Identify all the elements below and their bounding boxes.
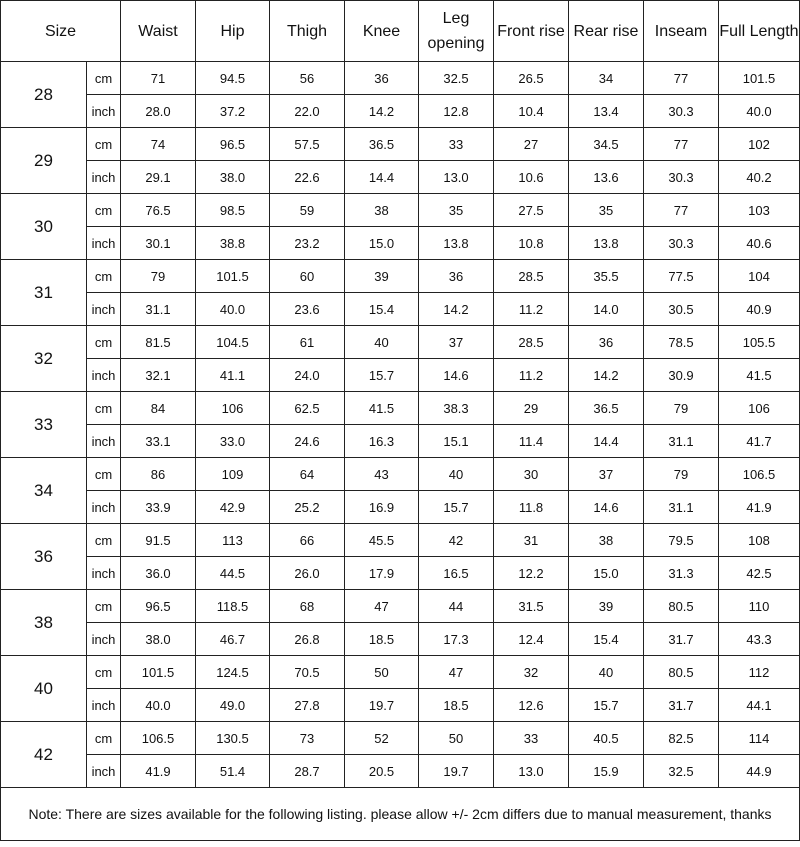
unit-label: cm [87, 590, 121, 623]
measurement-cell: 31.5 [494, 590, 569, 623]
unit-label: inch [87, 491, 121, 524]
measurement-cell: 38.3 [419, 392, 494, 425]
measurement-cell: 13.6 [569, 161, 644, 194]
measurement-cell: 39 [569, 590, 644, 623]
measurement-cell: 27.8 [270, 689, 345, 722]
measurement-cell: 40.0 [719, 95, 800, 128]
measurement-cell: 26.0 [270, 557, 345, 590]
measurement-cell: 34 [569, 62, 644, 95]
size-label: 29 [1, 128, 87, 194]
measurement-cell: 32.1 [121, 359, 196, 392]
unit-label: cm [87, 656, 121, 689]
measurement-cell: 80.5 [644, 656, 719, 689]
measurement-cell: 11.4 [494, 425, 569, 458]
unit-label: cm [87, 458, 121, 491]
table-row [1, 491, 800, 524]
measurement-cell: 40.2 [719, 161, 800, 194]
measurement-cell: 41.5 [345, 392, 419, 425]
table-row [1, 722, 800, 755]
measurement-cell: 37.2 [196, 95, 270, 128]
measurement-cell: 73 [270, 722, 345, 755]
measurement-cell: 14.4 [345, 161, 419, 194]
measurement-cell: 57.5 [270, 128, 345, 161]
measurement-cell: 39 [345, 260, 419, 293]
measurement-cell: 41.1 [196, 359, 270, 392]
measurement-cell: 13.8 [569, 227, 644, 260]
measurement-cell: 26.5 [494, 62, 569, 95]
unit-label: cm [87, 260, 121, 293]
table-row [1, 62, 800, 95]
column-header: Front rise [494, 1, 569, 62]
measurement-cell: 114 [719, 722, 800, 755]
measurement-cell: 44 [419, 590, 494, 623]
measurement-cell: 36.0 [121, 557, 196, 590]
size-label: 34 [1, 458, 87, 524]
unit-label: inch [87, 227, 121, 260]
column-header: Knee [345, 1, 419, 62]
size-label: 38 [1, 590, 87, 656]
table-row [1, 194, 800, 227]
measurement-cell: 41.5 [719, 359, 800, 392]
measurement-cell: 40.5 [569, 722, 644, 755]
measurement-cell: 19.7 [345, 689, 419, 722]
measurement-cell: 15.0 [345, 227, 419, 260]
measurement-cell: 106 [196, 392, 270, 425]
header-row [1, 1, 800, 62]
measurement-cell: 27 [494, 128, 569, 161]
measurement-cell: 62.5 [270, 392, 345, 425]
table-row [1, 95, 800, 128]
table-row [1, 293, 800, 326]
measurement-cell: 12.2 [494, 557, 569, 590]
measurement-cell: 10.6 [494, 161, 569, 194]
measurement-cell: 96.5 [196, 128, 270, 161]
measurement-cell: 28.5 [494, 326, 569, 359]
measurement-cell: 41.7 [719, 425, 800, 458]
unit-label: inch [87, 689, 121, 722]
measurement-cell: 13.0 [494, 755, 569, 788]
measurement-cell: 15.7 [419, 491, 494, 524]
column-header: Waist [121, 1, 196, 62]
measurement-cell: 36 [569, 326, 644, 359]
measurement-cell: 44.5 [196, 557, 270, 590]
measurement-cell: 56 [270, 62, 345, 95]
measurement-cell: 66 [270, 524, 345, 557]
measurement-cell: 108 [719, 524, 800, 557]
measurement-cell: 101.5 [121, 656, 196, 689]
measurement-cell: 31.1 [121, 293, 196, 326]
measurement-cell: 11.2 [494, 359, 569, 392]
measurement-cell: 28.7 [270, 755, 345, 788]
measurement-cell: 30.3 [644, 95, 719, 128]
measurement-cell: 106 [719, 392, 800, 425]
column-header: Thigh [270, 1, 345, 62]
measurement-cell: 16.5 [419, 557, 494, 590]
unit-label: inch [87, 359, 121, 392]
measurement-cell: 40 [345, 326, 419, 359]
table-row [1, 458, 800, 491]
column-header: Rear rise [569, 1, 644, 62]
measurement-cell: 44.1 [719, 689, 800, 722]
size-label: 33 [1, 392, 87, 458]
measurement-cell: 96.5 [121, 590, 196, 623]
unit-label: inch [87, 95, 121, 128]
measurement-cell: 15.7 [345, 359, 419, 392]
measurement-cell: 11.2 [494, 293, 569, 326]
table-row [1, 359, 800, 392]
measurement-cell: 10.8 [494, 227, 569, 260]
table-row [1, 128, 800, 161]
measurement-cell: 91.5 [121, 524, 196, 557]
table-row [1, 557, 800, 590]
measurement-cell: 15.7 [569, 689, 644, 722]
measurement-cell: 13.8 [419, 227, 494, 260]
measurement-cell: 101.5 [196, 260, 270, 293]
measurement-cell: 11.8 [494, 491, 569, 524]
measurement-cell: 113 [196, 524, 270, 557]
measurement-cell: 52 [345, 722, 419, 755]
column-header: Leg opening [419, 1, 494, 62]
measurement-cell: 81.5 [121, 326, 196, 359]
measurement-cell: 44.9 [719, 755, 800, 788]
table-row [1, 425, 800, 458]
measurement-cell: 40.0 [196, 293, 270, 326]
table-row [1, 260, 800, 293]
measurement-cell: 33 [494, 722, 569, 755]
unit-label: cm [87, 128, 121, 161]
measurement-cell: 42 [419, 524, 494, 557]
measurement-cell: 78.5 [644, 326, 719, 359]
measurement-cell: 35 [419, 194, 494, 227]
measurement-cell: 28.0 [121, 95, 196, 128]
measurement-cell: 40.0 [121, 689, 196, 722]
measurement-cell: 43 [345, 458, 419, 491]
measurement-cell: 109 [196, 458, 270, 491]
measurement-cell: 77 [644, 128, 719, 161]
unit-label: cm [87, 722, 121, 755]
table-header [1, 1, 800, 62]
measurement-cell: 79.5 [644, 524, 719, 557]
measurement-cell: 14.6 [419, 359, 494, 392]
measurement-cell: 32.5 [419, 62, 494, 95]
measurement-cell: 35 [569, 194, 644, 227]
measurement-cell: 77 [644, 194, 719, 227]
measurement-cell: 10.4 [494, 95, 569, 128]
measurement-cell: 23.2 [270, 227, 345, 260]
measurement-cell: 38.0 [121, 623, 196, 656]
measurement-cell: 80.5 [644, 590, 719, 623]
measurement-cell: 79 [644, 458, 719, 491]
measurement-cell: 84 [121, 392, 196, 425]
measurement-cell: 40 [419, 458, 494, 491]
measurement-cell: 30 [494, 458, 569, 491]
measurement-cell: 50 [419, 722, 494, 755]
unit-label: inch [87, 755, 121, 788]
unit-label: cm [87, 62, 121, 95]
measurement-cell: 30.9 [644, 359, 719, 392]
unit-label: inch [87, 557, 121, 590]
measurement-cell: 38.8 [196, 227, 270, 260]
measurement-cell: 31 [494, 524, 569, 557]
measurement-cell: 36.5 [345, 128, 419, 161]
measurement-cell: 101.5 [719, 62, 800, 95]
measurement-cell: 24.0 [270, 359, 345, 392]
measurement-cell: 47 [419, 656, 494, 689]
measurement-cell: 32 [494, 656, 569, 689]
measurement-cell: 24.6 [270, 425, 345, 458]
measurement-cell: 23.6 [270, 293, 345, 326]
column-header: Size [1, 1, 121, 62]
table-row [1, 623, 800, 656]
measurement-note: Note: There are sizes available for the following listing. please allow +/- 2cm differs due to manual measurement, thanks [1, 788, 800, 841]
table-row [1, 161, 800, 194]
table-row [1, 590, 800, 623]
measurement-cell: 13.4 [569, 95, 644, 128]
measurement-cell: 29 [494, 392, 569, 425]
measurement-cell: 46.7 [196, 623, 270, 656]
table-row [1, 524, 800, 557]
measurement-cell: 17.9 [345, 557, 419, 590]
measurement-cell: 31.3 [644, 557, 719, 590]
measurement-cell: 15.4 [345, 293, 419, 326]
measurement-cell: 20.5 [345, 755, 419, 788]
measurement-cell: 30.3 [644, 161, 719, 194]
size-label: 40 [1, 656, 87, 722]
measurement-cell: 82.5 [644, 722, 719, 755]
unit-label: inch [87, 293, 121, 326]
measurement-cell: 12.4 [494, 623, 569, 656]
measurement-cell: 102 [719, 128, 800, 161]
measurement-cell: 31.7 [644, 623, 719, 656]
measurement-cell: 15.4 [569, 623, 644, 656]
table-row [1, 392, 800, 425]
measurement-cell: 27.5 [494, 194, 569, 227]
measurement-cell: 106.5 [719, 458, 800, 491]
unit-label: cm [87, 326, 121, 359]
measurement-cell: 105.5 [719, 326, 800, 359]
measurement-cell: 30.3 [644, 227, 719, 260]
measurement-cell: 18.5 [345, 623, 419, 656]
measurement-cell: 18.5 [419, 689, 494, 722]
measurement-cell: 22.6 [270, 161, 345, 194]
measurement-cell: 98.5 [196, 194, 270, 227]
measurement-cell: 38.0 [196, 161, 270, 194]
measurement-cell: 31.1 [644, 491, 719, 524]
measurement-cell: 110 [719, 590, 800, 623]
measurement-cell: 16.3 [345, 425, 419, 458]
measurement-cell: 17.3 [419, 623, 494, 656]
table-body [1, 62, 800, 841]
measurement-cell: 71 [121, 62, 196, 95]
measurement-cell: 68 [270, 590, 345, 623]
note-row [1, 788, 800, 841]
measurement-cell: 13.0 [419, 161, 494, 194]
measurement-cell: 34.5 [569, 128, 644, 161]
measurement-cell: 33.1 [121, 425, 196, 458]
size-label: 42 [1, 722, 87, 788]
measurement-cell: 43.3 [719, 623, 800, 656]
measurement-cell: 70.5 [270, 656, 345, 689]
measurement-cell: 50 [345, 656, 419, 689]
unit-label: cm [87, 194, 121, 227]
measurement-cell: 14.0 [569, 293, 644, 326]
measurement-cell: 15.9 [569, 755, 644, 788]
measurement-cell: 32.5 [644, 755, 719, 788]
measurement-cell: 42.9 [196, 491, 270, 524]
unit-label: inch [87, 161, 121, 194]
measurement-cell: 36.5 [569, 392, 644, 425]
measurement-cell: 31.1 [644, 425, 719, 458]
measurement-cell: 104 [719, 260, 800, 293]
measurement-cell: 16.9 [345, 491, 419, 524]
measurement-cell: 60 [270, 260, 345, 293]
measurement-cell: 41.9 [121, 755, 196, 788]
measurement-cell: 30.1 [121, 227, 196, 260]
column-header: Hip [196, 1, 270, 62]
measurement-cell: 25.2 [270, 491, 345, 524]
measurement-cell: 103 [719, 194, 800, 227]
unit-label: cm [87, 524, 121, 557]
measurement-cell: 86 [121, 458, 196, 491]
size-label: 28 [1, 62, 87, 128]
size-label: 36 [1, 524, 87, 590]
measurement-cell: 79 [121, 260, 196, 293]
measurement-cell: 106.5 [121, 722, 196, 755]
measurement-cell: 64 [270, 458, 345, 491]
measurement-cell: 28.5 [494, 260, 569, 293]
size-label: 32 [1, 326, 87, 392]
measurement-cell: 77 [644, 62, 719, 95]
measurement-cell: 104.5 [196, 326, 270, 359]
measurement-cell: 14.6 [569, 491, 644, 524]
measurement-cell: 29.1 [121, 161, 196, 194]
measurement-cell: 49.0 [196, 689, 270, 722]
measurement-cell: 38 [569, 524, 644, 557]
measurement-cell: 12.6 [494, 689, 569, 722]
measurement-cell: 61 [270, 326, 345, 359]
table-row [1, 227, 800, 260]
unit-label: inch [87, 623, 121, 656]
measurement-cell: 36 [419, 260, 494, 293]
measurement-cell: 33.0 [196, 425, 270, 458]
measurement-cell: 33.9 [121, 491, 196, 524]
measurement-cell: 42.5 [719, 557, 800, 590]
table-row [1, 689, 800, 722]
measurement-cell: 19.7 [419, 755, 494, 788]
measurement-cell: 77.5 [644, 260, 719, 293]
measurement-cell: 76.5 [121, 194, 196, 227]
measurement-cell: 14.2 [569, 359, 644, 392]
measurement-cell: 36 [345, 62, 419, 95]
measurement-cell: 124.5 [196, 656, 270, 689]
measurement-cell: 30.5 [644, 293, 719, 326]
measurement-cell: 40.6 [719, 227, 800, 260]
measurement-cell: 31.7 [644, 689, 719, 722]
unit-label: cm [87, 392, 121, 425]
measurement-cell: 130.5 [196, 722, 270, 755]
measurement-cell: 12.8 [419, 95, 494, 128]
measurement-cell: 45.5 [345, 524, 419, 557]
measurement-cell: 26.8 [270, 623, 345, 656]
unit-label: inch [87, 425, 121, 458]
measurement-cell: 35.5 [569, 260, 644, 293]
column-header: Full Length [719, 1, 800, 62]
measurement-cell: 40 [569, 656, 644, 689]
table-row [1, 755, 800, 788]
measurement-cell: 94.5 [196, 62, 270, 95]
measurement-cell: 14.2 [419, 293, 494, 326]
size-label: 31 [1, 260, 87, 326]
size-label: 30 [1, 194, 87, 260]
measurement-cell: 15.1 [419, 425, 494, 458]
measurement-cell: 14.4 [569, 425, 644, 458]
measurement-cell: 41.9 [719, 491, 800, 524]
measurement-cell: 37 [569, 458, 644, 491]
measurement-cell: 38 [345, 194, 419, 227]
measurement-cell: 79 [644, 392, 719, 425]
measurement-cell: 47 [345, 590, 419, 623]
measurement-cell: 112 [719, 656, 800, 689]
measurement-cell: 74 [121, 128, 196, 161]
table-row [1, 656, 800, 689]
measurement-cell: 40.9 [719, 293, 800, 326]
measurement-cell: 33 [419, 128, 494, 161]
table-row [1, 326, 800, 359]
measurement-cell: 22.0 [270, 95, 345, 128]
column-header: Inseam [644, 1, 719, 62]
measurement-cell: 37 [419, 326, 494, 359]
measurement-cell: 14.2 [345, 95, 419, 128]
measurement-cell: 51.4 [196, 755, 270, 788]
measurement-cell: 59 [270, 194, 345, 227]
measurement-cell: 15.0 [569, 557, 644, 590]
measurement-cell: 118.5 [196, 590, 270, 623]
